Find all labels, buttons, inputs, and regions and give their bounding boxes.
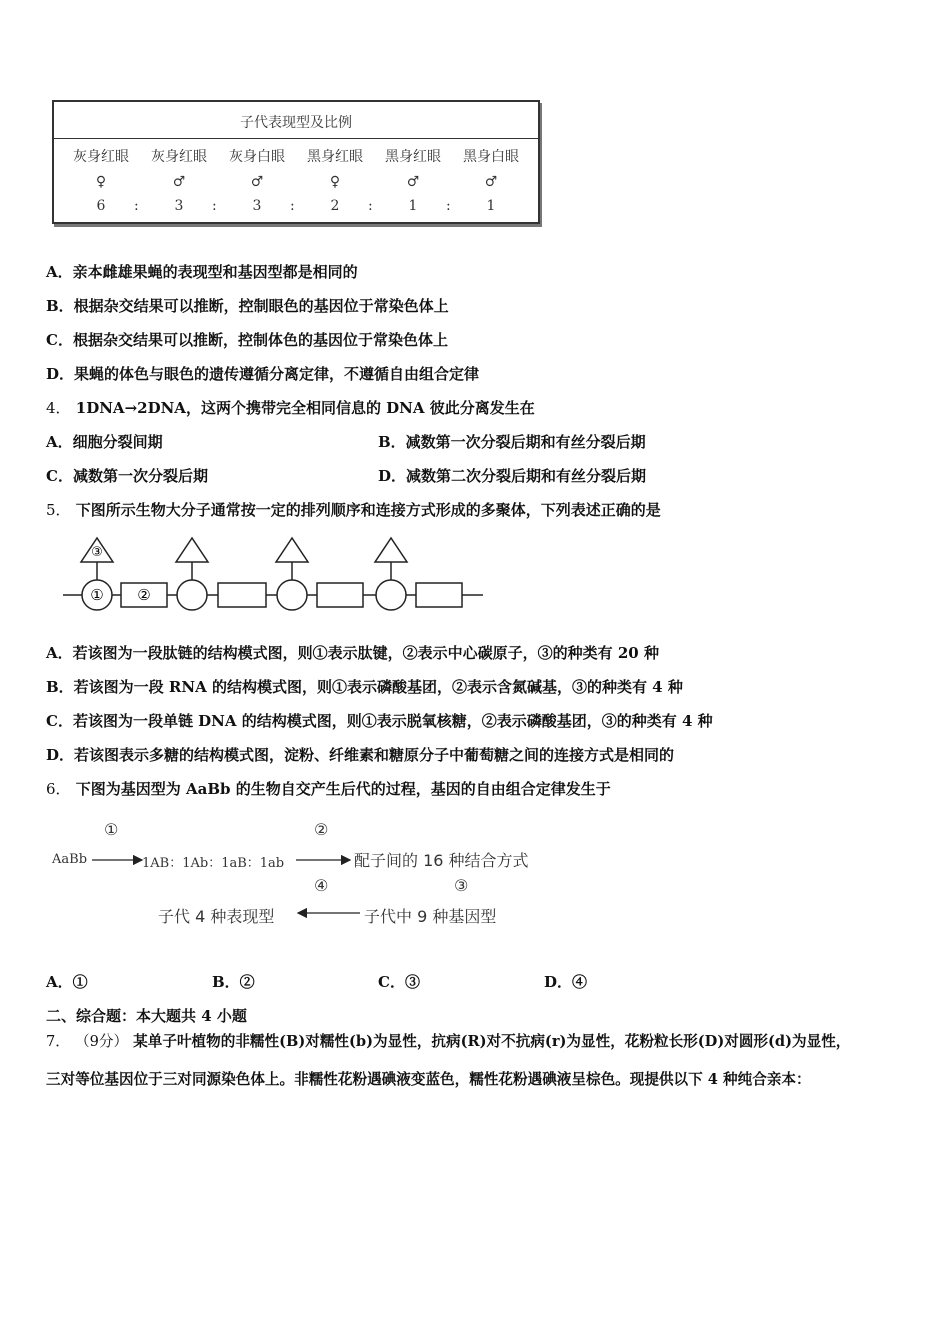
- ratio-separator: :: [368, 198, 373, 214]
- phenotype-2: 灰身红眼: [151, 149, 207, 165]
- phenotype-3: 灰身白眼: [229, 149, 285, 165]
- table-title: 子代表现型及比例: [240, 115, 352, 131]
- q6-option-a: A．①: [46, 973, 88, 991]
- ratio-1: 6: [96, 198, 106, 214]
- q7-text-line2: 三对等位基因位于三对同源染色体上。非糯性花粉遇碘液变蓝色，糯性花粉遇碘液呈棕色。现提供以下 4 种纯合亲本：: [46, 1071, 811, 1088]
- ratio-separator: :: [212, 198, 217, 214]
- q4-stem: 1DNA→2DNA，这两个携带完全相同信息的 DNA 彼此分离发生在: [75, 399, 535, 417]
- step3-label: ③: [454, 876, 469, 895]
- step2-label: ②: [314, 820, 329, 839]
- sex-4: ♀: [329, 174, 341, 190]
- sex-5: ♂: [406, 174, 420, 190]
- ratio-5: 1: [408, 198, 418, 214]
- ratio-separator: :: [446, 198, 451, 214]
- ratio-6: 1: [486, 198, 496, 214]
- sex-6: ♂: [484, 174, 498, 190]
- q7-text-line1: 某单子叶植物的非糯性(B)对糯性(b)为显性，抗病(R)对不抗病(r)为显性，花粉粒长形(D)对圆形(d)为显性，: [133, 1033, 851, 1050]
- ratio-3: 3: [252, 198, 262, 214]
- q3-option-b: B．根据杂交结果可以推断，控制眼色的基因位于常染色体上: [46, 297, 449, 315]
- q5-option-a: A．若该图为一段肽链的结构模式图，则①表示肽键，②表示中心碳原子，③的种类有 20 种: [46, 644, 659, 662]
- q3-option-d: D．果蝇的体色与眼色的遗传遵循分离定律，不遵循自由组合定律: [46, 365, 480, 383]
- phenotype-5: 黑身红眼: [385, 149, 441, 165]
- flow-phenotypes: 子代 4 种表现型: [158, 907, 275, 926]
- sex-3: ♂: [250, 174, 264, 190]
- q5-stem: 下图所示生物大分子通常按一定的排列顺序和连接方式形成的多聚体，下列表述正确的是: [75, 501, 661, 519]
- q6-number: 6．: [46, 780, 71, 798]
- ratio-separator: :: [134, 198, 139, 214]
- step4-label: ④: [314, 876, 329, 895]
- q7-number: 7．: [46, 1033, 70, 1050]
- phenotype-1: 灰身红眼: [73, 149, 129, 165]
- q7-score: （9分）: [74, 1033, 129, 1050]
- label-triangle: ③: [91, 545, 103, 560]
- flow-gametes: 1AB：1Ab：1aB：1ab: [142, 856, 285, 871]
- q6-option-b: B．②: [212, 973, 255, 991]
- label-rect: ②: [137, 586, 151, 604]
- q3-option-c: C．根据杂交结果可以推断，控制体色的基因位于常染色体上: [46, 331, 448, 349]
- q5-number: 5．: [46, 501, 71, 519]
- flow-combos: 配子间的 16 种结合方式: [354, 851, 529, 870]
- q4-option-d: D．减数第二次分裂后期和有丝分裂后期: [378, 467, 647, 485]
- q6-stem: 下图为基因型为 AaBb 的生物自交产生后代的过程，基因的自由组合定律发生于: [75, 780, 611, 798]
- phenotype-6: 黑身白眼: [463, 149, 519, 165]
- flow-start: AaBb: [52, 852, 88, 867]
- q5-option-c: C．若该图为一段单链 DNA 的结构模式图，则①表示脱氧核糖，②表示磷酸基团，③的种类有 4 种: [46, 712, 713, 730]
- q5-option-d: D．若该图表示多糖的结构模式图，淀粉、纤维素和糖原分子中葡萄糖之间的连接方式是相同的: [46, 746, 675, 764]
- flow-genotypes: 子代中 9 种基因型: [364, 907, 497, 926]
- q6-option-d: D．④: [544, 973, 588, 991]
- q7-line1: [46, 1032, 850, 1052]
- q4-option-c: C．减数第一次分裂后期: [46, 467, 208, 485]
- q4-option-a: A．细胞分裂间期: [46, 433, 163, 451]
- q3-option-a: A．亲本雌雄果蝇的表现型和基因型都是相同的: [46, 263, 358, 281]
- phenotype-4: 黑身红眼: [307, 149, 363, 165]
- label-circle: ①: [90, 586, 104, 604]
- section-title: 二、综合题：本大题共 4 小题: [46, 1007, 247, 1025]
- ratio-4: 2: [330, 198, 340, 214]
- step1-label: ①: [104, 820, 119, 839]
- ratio-separator: :: [290, 198, 295, 214]
- ratio-2: 3: [174, 198, 184, 214]
- q4-option-b: B．减数第一次分裂后期和有丝分裂后期: [378, 433, 646, 451]
- q5-option-b: B．若该图为一段 RNA 的结构模式图，则①表示磷酸基团，②表示含氮碱基，③的种类有 4 种: [46, 678, 683, 696]
- q6-option-c: C．③: [378, 973, 420, 991]
- sex-1: ♀: [95, 174, 107, 190]
- q4-number: 4．: [46, 399, 71, 417]
- sex-2: ♂: [172, 174, 186, 190]
